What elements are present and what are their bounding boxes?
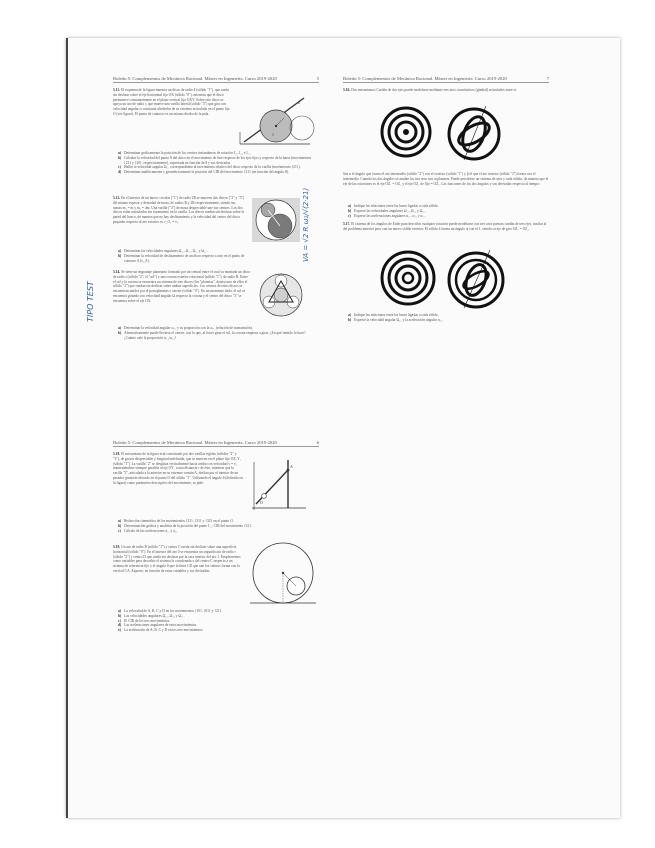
figure-disc-and-rod bbox=[238, 92, 318, 150]
list-item: c) Hallar la velocidad angular Ω₂₁ correspondiente al movimiento relativo del disco respecto de la varilla (movimiento {21}). bbox=[118, 165, 301, 170]
list-item: d) Las aceleraciones angulares de estos movimientos. bbox=[118, 623, 198, 628]
problem-number: 5.12. bbox=[113, 196, 121, 200]
problem-5-17 bbox=[343, 222, 549, 233]
problem-number: 5.19. bbox=[113, 545, 121, 549]
figure-gimbal-rings-2 bbox=[446, 104, 502, 162]
figure-euler-rings-1 bbox=[380, 250, 436, 306]
list-item: a) La velocidad de A, B, C y D en los movimientos {10}, {01} y {21}. bbox=[118, 609, 223, 613]
page-header bbox=[113, 76, 319, 83]
page-7 bbox=[343, 76, 549, 83]
page-header bbox=[343, 76, 549, 83]
problem-5-11 bbox=[113, 88, 231, 118]
figure-ring-in-ring bbox=[250, 540, 316, 606]
page-header-title: Boletín 5: Complementos de Mecánica Racional. Máster en Ingeniería. Curso 2019-2020 bbox=[343, 76, 507, 81]
list-item: d) Determinar analíticamente y geométricamente la posición del CIR del movimiento {21} (en función del ángulo θ). bbox=[118, 170, 289, 175]
svg-text:A: A bbox=[290, 464, 293, 469]
problem-5-16 bbox=[343, 88, 549, 94]
figure-two-discs-in-hollow bbox=[252, 198, 300, 242]
page-number: 7 bbox=[546, 76, 549, 81]
page-5 bbox=[113, 76, 319, 83]
svg-text:O: O bbox=[260, 500, 263, 505]
list-item: a) Indique las relaciones entre las bases ligadas a cada sólido. bbox=[348, 313, 439, 317]
list-item: b) Las velocidades angulares Ω₁₀, Ω₂₀ y Ω₂₁. bbox=[118, 613, 185, 618]
svg-text:2: 2 bbox=[298, 100, 300, 105]
problem-statement: El sistema de los ángulos de Euler para describir cualquier rotación puede modelarse con tres aros puestos cardán de tres ejes, similar al del problema anterior pero con un nuevo sólido exterior. El sólido 4 forma un ángulo ψ con el 1, siendo su eje de giro OZ₁ = OZ₄. bbox=[343, 222, 547, 231]
problem-number: 5.17. bbox=[343, 222, 351, 226]
problem-5-11-items bbox=[118, 151, 318, 175]
problem-number: 5.11. bbox=[113, 88, 120, 92]
problem-5-14-items bbox=[118, 326, 314, 340]
list-item: c) Cálculo de las aceleraciones a₂₁ y a₃₁. bbox=[118, 528, 179, 533]
problem-statement: El mecanismo de la figura está constituido por dos varillas rígidas (sólidos "2" y "3"), de grosor despreciable y longitud indefinida, que se mueven en el plano fijo OX₁Y₁ (sólido "1"). La varilla "2" se desplaza verticalmente hacia arriba con velocidad v = v₀ manteniéndose siempre paralela al eje OY₁ a una distancia r de éste, mientras que la varilla "3", articulada a la anterior en su extremo común A, desliza por el interior de un pasador giratorio ubicado en el punto O del sólido "1". Utilizando el ángulo θ (definido en la figura) como parámetro descriptivo del movimiento, se pide: bbox=[113, 452, 243, 485]
page-header-title: Boletín 5: Complementos de Mecánica Racional. Máster en Ingeniería. Curso 2019-2020 bbox=[113, 76, 277, 81]
page-number: 6 bbox=[316, 440, 319, 445]
list-item: a) Reducción cinemática de los movimientos {21}, {31} y {32} en el punto O. bbox=[118, 519, 234, 523]
problem-statement: Sea α el ángulo que forma el aro intermedio (sólido "2") con el exterior (sólido "1") y β el que el aro interior (sólido "3") forma con el intermedio. Cuando los dos ángulos se anulan los tres aros son coplanares. Puede percibirse un sistema de aros y cada sólido, de manera que el eje de las rotaciones es el eje OZ₁ = OZ₂ y el eje OZ₂ de fijo = OZ₃. Las funciones de los dos ángulos y sus derivadas respecto al tiempo: bbox=[343, 172, 549, 186]
problem-5-19 bbox=[113, 545, 243, 575]
page-6 bbox=[113, 440, 319, 447]
problem-statement: Dos mecanismos Cardán de dos ejes puede modelarse mediante tres aros concéntricos (gimbal) articulados entre sí. bbox=[351, 88, 517, 92]
figure-two-rods bbox=[248, 458, 308, 514]
list-item: a) Determinar gráficamente la posición de los centros instantáneos de rotación I₁₀, I₂₀ e I₂₁. bbox=[118, 151, 251, 155]
list-item: e) La aceleración de A, B, C y D en los tres movimientos. bbox=[118, 628, 204, 633]
list-item: b) Alternativamente puede llevarse el carrier, con lo que, al hacer girar el sol, la corona empieza a girar. ¿En qué sentido lo hace? ¿Cuánto vale la proporción ω₁₄/ω₂₄? bbox=[118, 330, 306, 340]
problem-statement: Un aro de radio R (sólido "1") y centro C rueda sin deslizar sobre una superficie horizontal (sólido "0"). En el interior del aro 0 se encuentra un segundo aro de radio r (sólido "2") y centro D que rueda sin deslizar por la cara interior del aro 1. Emplearemos como variables para describir el sistema la coordenada x del centro C respecto a un sistema de referencia fijo y el ángulo θ que la línea CD que une los centros forma con la vertical CA. Exprese, en función de estas variables y sus derivadas: bbox=[113, 545, 241, 573]
list-item: b) Calcular la velocidad del punto A del disco en el movimiento de éste respecto de los ejes fijos y respecto de la barra (movimientos {21} y {20}, respectivamente), expresada en función de θ y sus derivadas. bbox=[118, 155, 312, 165]
problem-5-12-items bbox=[118, 249, 250, 263]
problem-5-12 bbox=[113, 196, 245, 226]
problem-5-18 bbox=[113, 452, 243, 487]
list-item: b) Determinar la velocidad de deslizamiento de un disco respecto a otro en el punto de contacto A (v_A). bbox=[118, 253, 245, 263]
list-item: c) El CIR de los tres movimientos. bbox=[118, 618, 171, 623]
list-item: a) Determinar la velocidad angular ω₄₁ y su proporción con la ω₂₁ (relación de transmisión). bbox=[118, 326, 253, 330]
list-item: b) Exprese la velocidad angular Ω₄₁ y la aceleración angular α₄₁. bbox=[348, 317, 443, 322]
list-item: a) Indique las relaciones entre las bases ligadas a cada sólido. bbox=[348, 204, 439, 208]
list-item: b) Exprese las velocidades angulares Ω₂₁, Ω₃₂ y Ω₃₁. bbox=[348, 208, 426, 213]
list-item: b) Determinación gráfica y analítica de la posición del punto I₂₁, CIR del movimiento {31}. bbox=[118, 523, 253, 528]
page-header bbox=[113, 440, 319, 447]
problem-number: 5.16. bbox=[343, 88, 351, 92]
problem-5-16-items bbox=[348, 204, 548, 218]
handwritten-note: VA = √2 R ω₂/√(2·21) bbox=[302, 187, 310, 262]
svg-text:1: 1 bbox=[272, 132, 274, 137]
list-item: c) Exprese las aceleraciones angulares α₂₁, α₃₂ y α₃₁. bbox=[348, 213, 426, 218]
problem-statement: Se tiene un engranaje planetario formado por un central entre el cual va montado un disco de radio r (sólido "2"; el "sol") y una corona exterior rotacional (sólido "1"), de radio R. Entre el sol y la corona se encuentra un sistema de tres discos (los "planetas", dentro uno de ellos el sólido "3") que ruedan sin deslizar sobre ambas superficies. Los centros de estos discos se encuentran unidos por el portaplanetas o carrier (sólido "4"). En un momento dado, el sol se encuentra girando con velocidad angular Ω respecto la corona y el centro del disco "3" se encuentra sobre el eje OX. bbox=[113, 270, 251, 303]
problem-statement: El esquema de la figura muestra un disco de radio 4 (sólido "1"), que rueda sin deslizar sobre el eje horizontal fijo OX (sólido "0"), mientras que el disco permanece constantemente en el plano vertical fijo OXY. Sobre este disco se apoya un aro de radio r, que mueve una varilla lateral (sólido "3") que gira con velocidad angular ω constante alrededor de su extremo articulado en el punto fijo O (ver figura). El punto de contacto es un mismo diedro de la pala. bbox=[113, 88, 230, 116]
page-number: 5 bbox=[316, 76, 319, 81]
problem-5-14 bbox=[113, 270, 251, 305]
figure-planetary-gear bbox=[258, 272, 304, 318]
problem-5-16-body bbox=[343, 172, 549, 188]
list-item: a) Determinar las velocidades angulares Ω₂₁, Ω₃₁, Ω₄₁ y Ω₄₁. bbox=[118, 249, 208, 253]
problem-number: 5.18. bbox=[113, 452, 121, 456]
problem-number: 5.14. bbox=[113, 270, 121, 274]
problem-5-17-items bbox=[348, 313, 548, 323]
problem-5-19-items bbox=[118, 609, 318, 633]
handwritten-tipo-test: TIPO TEST bbox=[86, 281, 95, 322]
problem-5-18-items bbox=[118, 519, 318, 533]
figure-gimbal-rings-1 bbox=[380, 106, 432, 158]
figure-euler-rings-2 bbox=[446, 248, 506, 310]
page-header-title: Boletín 5: Complementos de Mecánica Racional. Máster en Ingeniería. Curso 2019-2020 bbox=[113, 440, 277, 445]
problem-statement: En el interior de un hueco circular ("1") de radio 2R se mueven dos discos ("2" y "3") del mismo espesor y densidad de masa, de radios R y 2R respectivamente, siendo sus masas m₂ = m y m₃ = 4m. Una varilla ("4") de masa despreciable une sus centros. Los dos discos están articulados sin rozamiento en la varilla. Los discos ruedan sin deslizar sobre la pared del hueco, de manera que no hay deslizamiento y la velocidad del centro del disco pequeño respecto al aro exterior es v_O₂ = v₀. bbox=[113, 196, 245, 224]
